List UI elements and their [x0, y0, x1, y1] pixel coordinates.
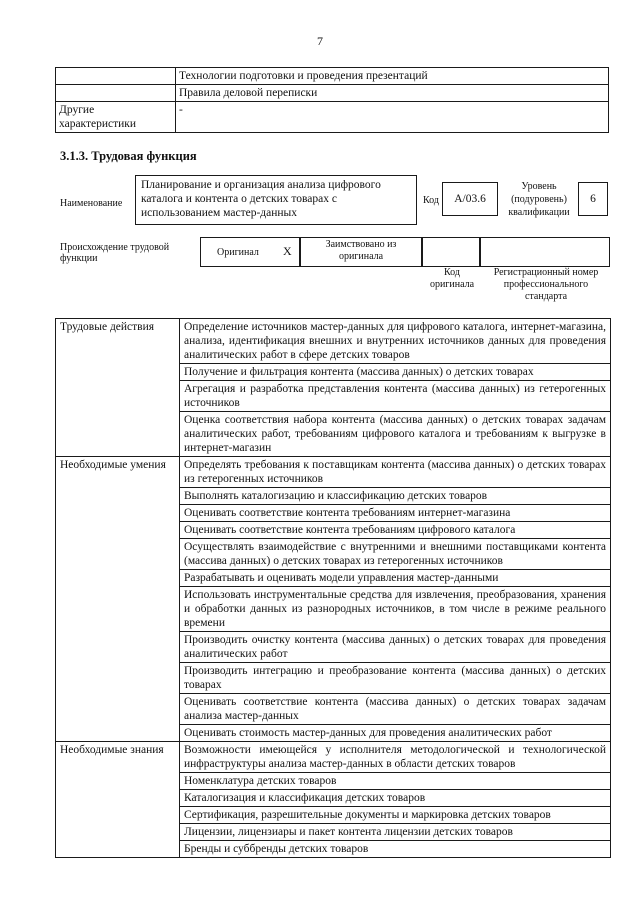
- name-label: Наименование: [60, 198, 123, 209]
- table-cell-item: Производить очистку контента (массива данных) о детских товарах для проведения аналитических работ: [180, 632, 611, 663]
- function-name-box: Планирование и организация анализа цифрового каталога и контента о детских товарах с использованием мастер-данных: [135, 175, 417, 225]
- page-number: 7: [317, 34, 323, 48]
- code-original-caption: Код оригинала: [429, 267, 475, 290]
- table-cell-item: Определять требования к поставщикам контента (массива данных) о детских товарах из гетерогенных источников: [180, 457, 611, 488]
- category-required-skills: Необходимые умения: [56, 457, 180, 742]
- table-cell-item: Лицензии, лицензиары и пакет контента лицензии детских товаров: [180, 824, 611, 841]
- table-cell-item: Агрегация и разработка представления контента (массива данных) из гетерогенных источников: [180, 381, 611, 412]
- table-cell-item: Оценивать соответствие контента (массива данных) о детских товарах задачам анализа мастер-данных: [180, 694, 611, 725]
- table-cell-item: Определение источников мастер-данных для цифрового каталога, интернет-магазина, анализа, идентификация внешних и внутренних источников данных для проведения аналитических работ в сфере детских товаров: [180, 319, 611, 364]
- table-cell-label: [56, 68, 176, 85]
- table-row: [56, 457, 611, 488]
- table-cell-item: Номенклатура детских товаров: [180, 773, 611, 790]
- table-row: [56, 68, 609, 85]
- continued-characteristics-table: [55, 67, 609, 133]
- table-cell-item: Оценивать стоимость мастер-данных для проведения аналитических работ: [180, 725, 611, 742]
- table-cell-item: Производить интеграцию и преобразование контента (массива данных) о детских товарах: [180, 663, 611, 694]
- labor-function-table: [55, 318, 611, 858]
- table-cell-item: Сертификация, разрешительные документы и маркировка детских товаров: [180, 807, 611, 824]
- category-labor-actions: Трудовые действия: [56, 319, 180, 457]
- table-row: [56, 85, 609, 102]
- reg-number-caption: Регистрационный номер профессионального стандарта: [493, 267, 599, 302]
- origin-borrowed-cell: [300, 237, 422, 267]
- table-row: [56, 319, 611, 364]
- table-cell-item: Оценка соответствия набора контента (массива данных) о детских товарах задачам аналитических работ, требованиям цифрового каталога и требованиям к выгрузке в интернет-магазин: [180, 412, 611, 457]
- section-title: 3.1.3. Трудовая функция: [60, 149, 197, 163]
- table-cell-item: Возможности имеющейся у исполнителя методологической и технологической инфраструктуры анализа мастер-данных в области детских товаров: [180, 742, 611, 773]
- level-label: Уровень (подуровень) квалификации: [508, 181, 570, 218]
- qualification-level-box: 6: [578, 182, 608, 216]
- code-label: Код: [423, 195, 439, 206]
- borrowed-label: Заимствовано из оригинала: [325, 239, 397, 262]
- table-cell-item: Выполнять каталогизацию и классификацию детских товаров: [180, 488, 611, 505]
- origin-original-cell: [200, 237, 300, 267]
- table-cell-value: -: [176, 102, 609, 133]
- table-cell-item: Разрабатывать и оценивать модели управления мастер-данными: [180, 570, 611, 587]
- function-code-box: A/03.6: [442, 182, 498, 216]
- table-row: [56, 102, 609, 133]
- table-cell-item: Оценивать соответствие контента требованиям цифрового каталога: [180, 522, 611, 539]
- origin-label: Происхождение трудовой функции: [60, 242, 170, 264]
- origin-reg-number-cell: [480, 237, 610, 267]
- table-cell-value: Технологии подготовки и проведения презентаций: [176, 68, 609, 85]
- original-label: Оригинал: [217, 247, 259, 258]
- table-cell-item: Использовать инструментальные средства для извлечения, преобразования, хранения и обработки данных из разнородных источников, в том числе в режиме реального времени: [180, 587, 611, 632]
- original-mark: X: [283, 244, 292, 258]
- table-row: [56, 742, 611, 773]
- table-cell-label: Другие характеристики: [56, 102, 176, 133]
- origin-code-cell: [422, 237, 480, 267]
- table-cell-label: [56, 85, 176, 102]
- category-required-knowledge: Необходимые знания: [56, 742, 180, 858]
- table-cell-item: Каталогизация и классификация детских товаров: [180, 790, 611, 807]
- table-cell-item: Осуществлять взаимодействие с внутренними и внешними поставщиками контента (массива данных) о детских товарах из гетерогенных источников: [180, 539, 611, 570]
- table-cell-value: Правила деловой переписки: [176, 85, 609, 102]
- table-cell-item: Получение и фильтрация контента (массива данных) о детских товарах: [180, 364, 611, 381]
- table-cell-item: Оценивать соответствие контента требованиям интернет-магазина: [180, 505, 611, 522]
- table-cell-item: Бренды и суббренды детских товаров: [180, 841, 611, 858]
